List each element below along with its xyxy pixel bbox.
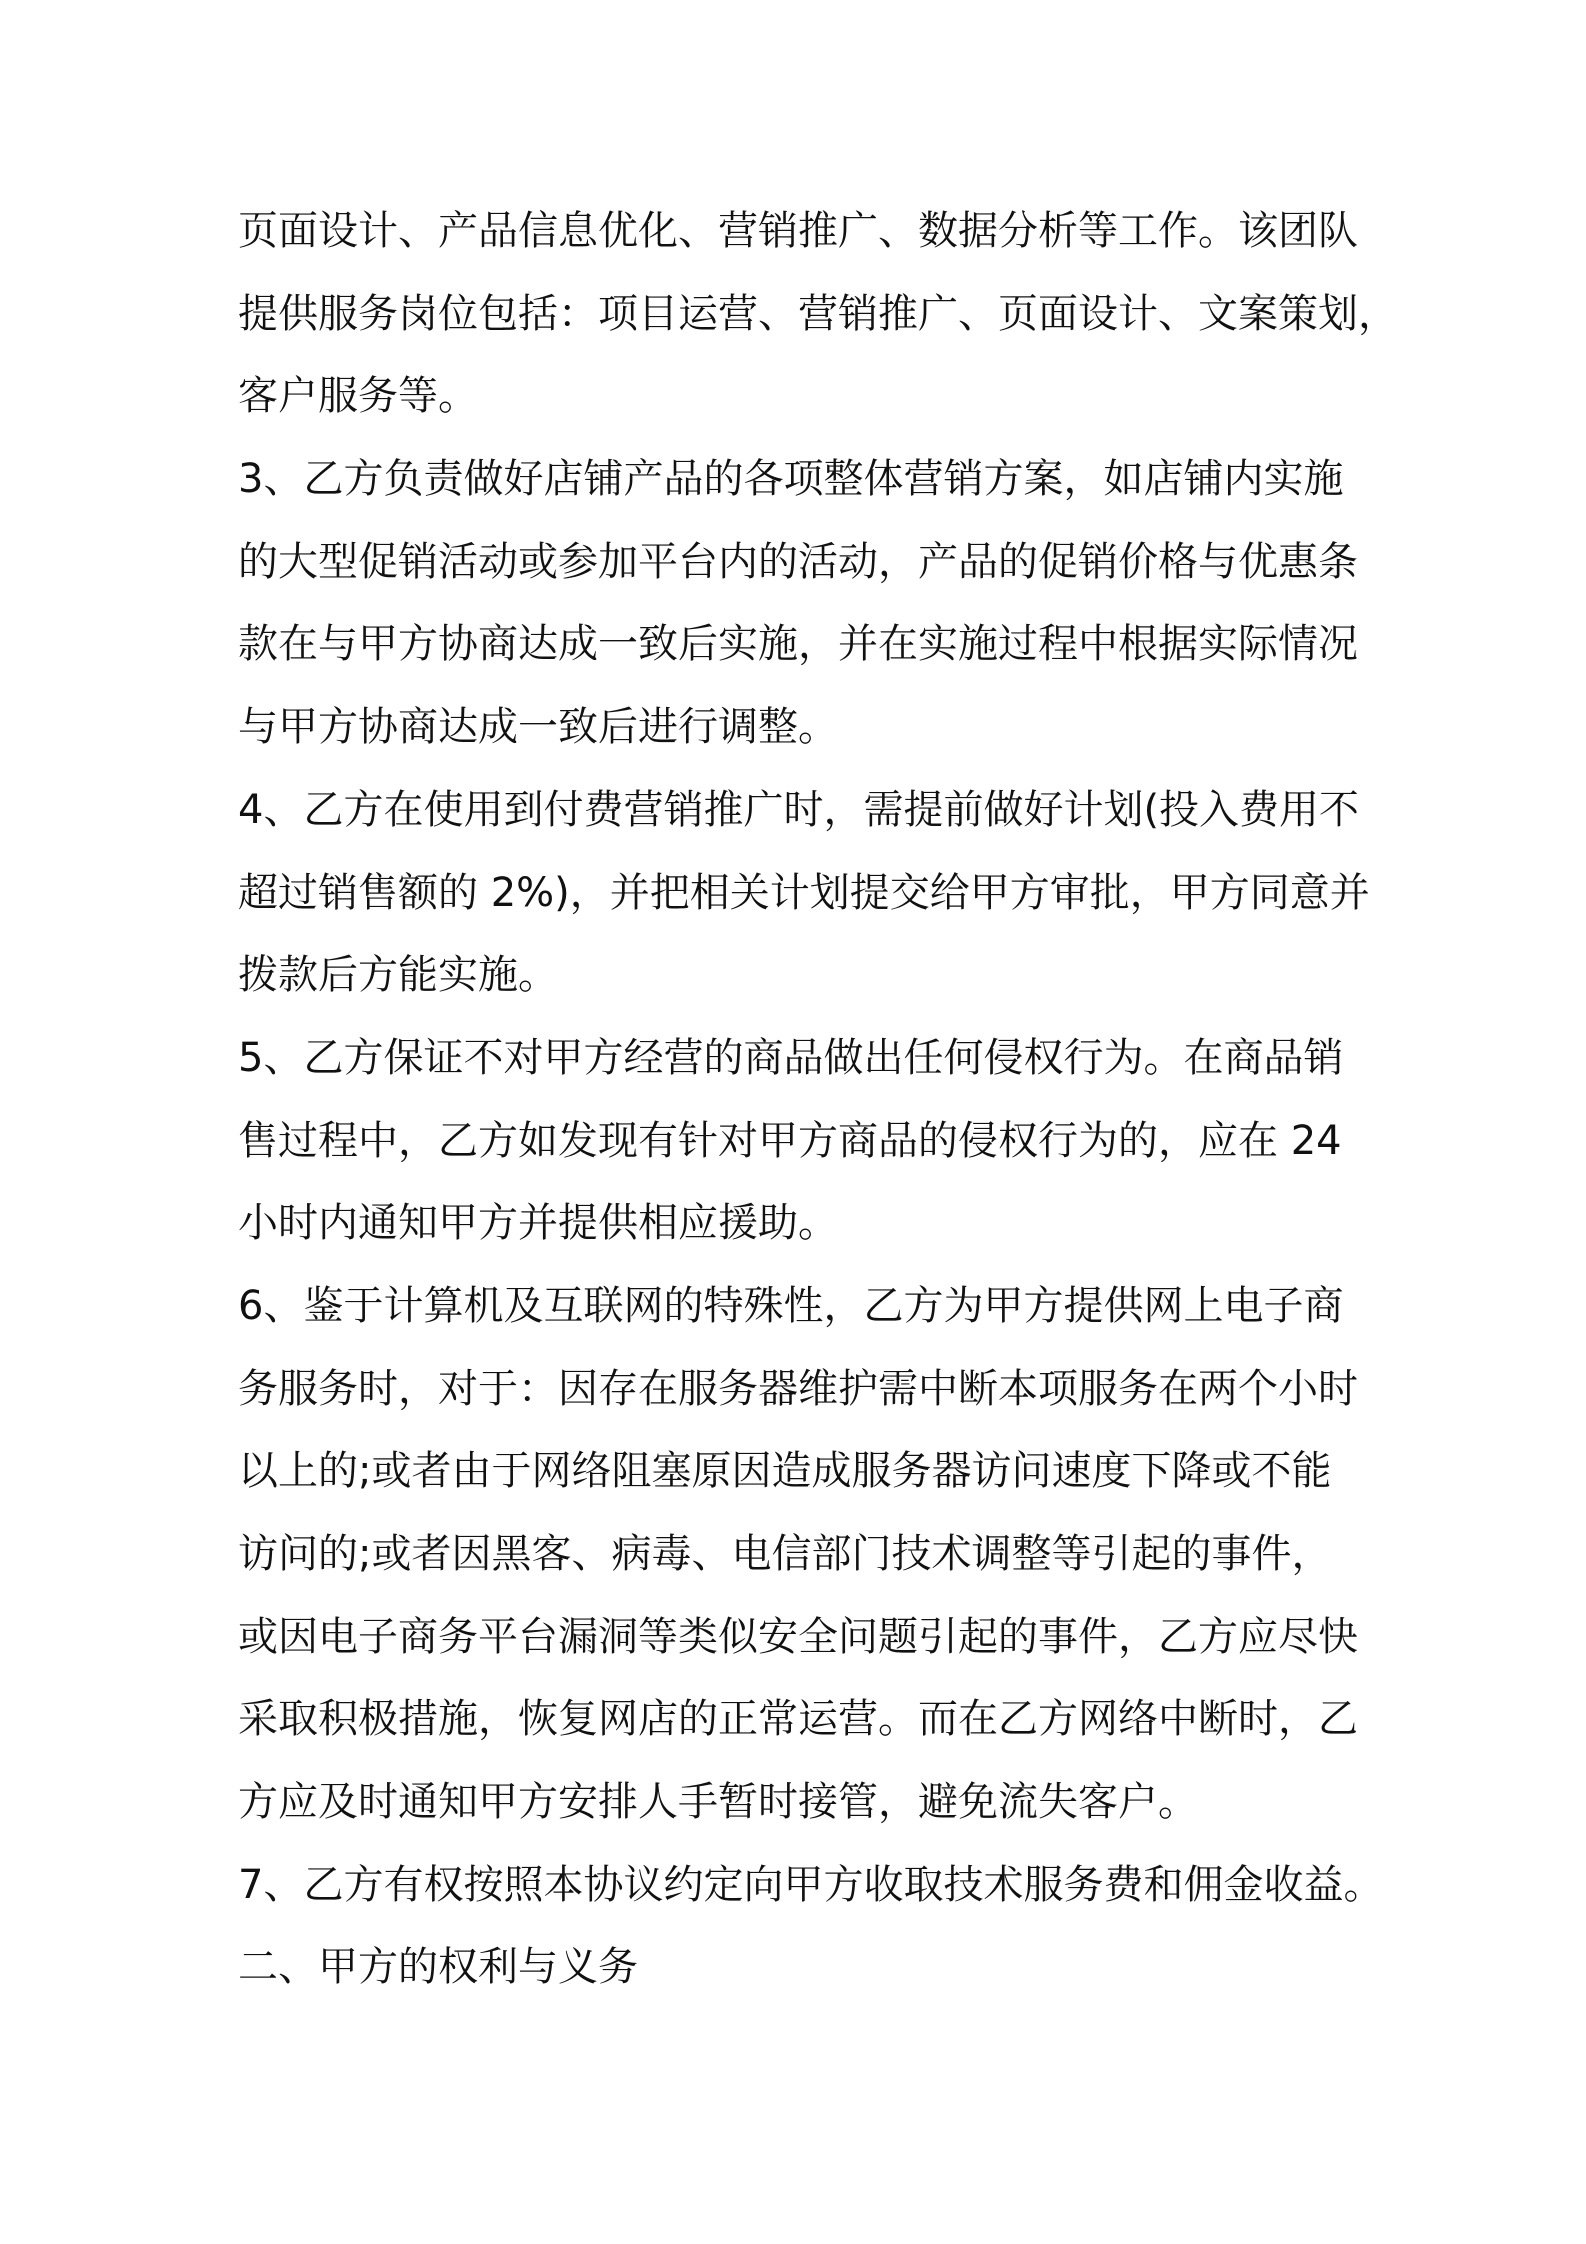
text-line: 售过程中，乙方如发现有针对甲方商品的侵权行为的，应在 24 <box>238 1117 1342 1164</box>
document-body <box>238 190 1398 2009</box>
clause-3-line: 3、乙方负责做好店铺产品的各项整体营销方案，如店铺内实施 <box>238 456 1344 503</box>
text-line: 页面设计、产品信息优化、营销推广、数据分析等工作。该团队 <box>238 208 1358 254</box>
clause-4-line: 4、乙方在使用到付费营销推广时，需提前做好计划(投入费用不 <box>238 786 1360 833</box>
text-line: 超过销售额的 2%)，并把相关计划提交给甲方审批，甲方同意并 <box>238 869 1370 916</box>
text-line: 提供服务岗位包括：项目运营、营销推广、页面设计、文案策划， <box>238 290 1398 337</box>
text-line: 方应及时通知甲方安排人手暂时接管，避免流失客户。 <box>238 1779 1198 1826</box>
text-line: 拨款后方能实施。 <box>238 952 558 999</box>
clause-5-line: 5、乙方保证不对甲方经营的商品做出任何侵权行为。在商品销 <box>238 1034 1344 1081</box>
text-line: 以上的;或者由于网络阻塞原因造成服务器访问速度下降或不能 <box>238 1448 1332 1495</box>
text-line: 务服务时，对于：因存在服务器维护需中断本项服务在两个小时 <box>238 1365 1358 1412</box>
text-line: 与甲方协商达成一致后进行调整。 <box>238 704 838 751</box>
text-line: 采取积极措施，恢复网店的正常运营。而在乙方网络中断时，乙 <box>238 1696 1358 1743</box>
section-heading: 二、甲方的权利与义务 <box>238 1944 638 1991</box>
clause-7-line: 7、乙方有权按照本协议约定向甲方收取技术服务费和佣金收益。 <box>238 1861 1384 1908</box>
text-line: 款在与甲方协商达成一致后实施，并在实施过程中根据实际情况 <box>238 621 1358 668</box>
text-line: 客户服务等。 <box>238 373 478 420</box>
text-line: 或因电子商务平台漏洞等类似安全问题引起的事件，乙方应尽快 <box>238 1613 1358 1660</box>
text-line: 的大型促销活动或参加平台内的活动，产品的促销价格与优惠条 <box>238 538 1358 585</box>
clause-6-line: 6、鉴于计算机及互联网的特殊性，乙方为甲方提供网上电子商 <box>238 1282 1344 1329</box>
text-line: 小时内通知甲方并提供相应援助。 <box>238 1200 838 1247</box>
text-line: 访问的;或者因黑客、病毒、电信部门技术调整等引起的事件， <box>238 1531 1332 1577</box>
